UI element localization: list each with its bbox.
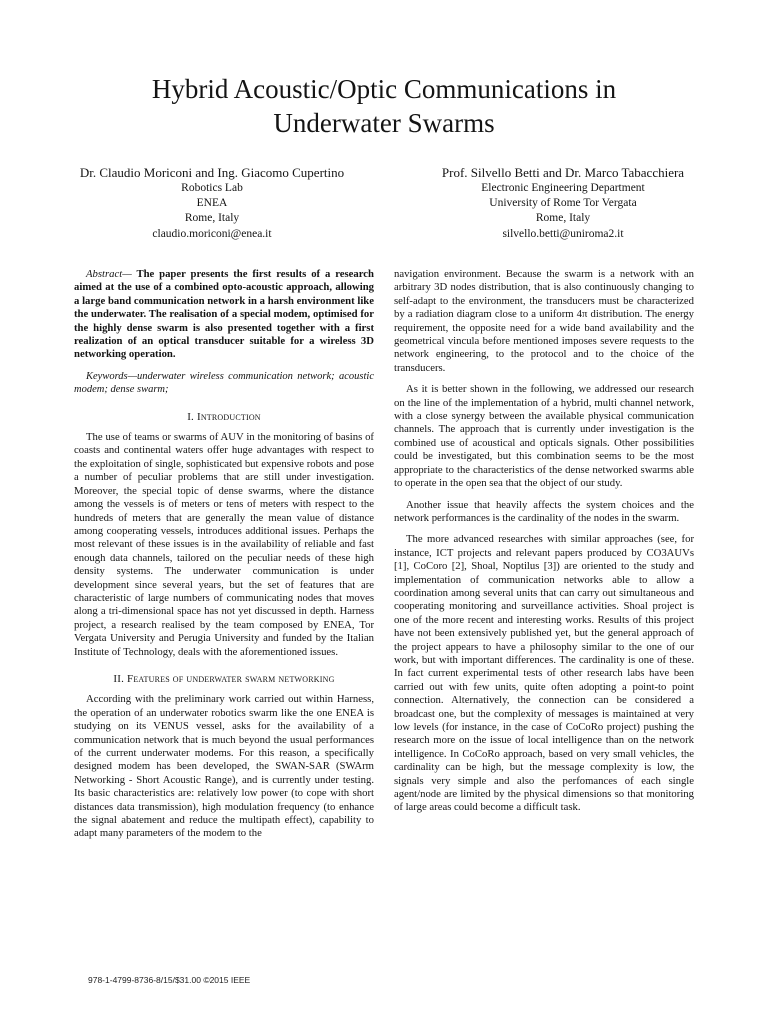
title-line-2: Underwater Swarms: [273, 108, 495, 138]
left-column: [74, 268, 374, 849]
author-organization: University of Rome Tor Vergata: [489, 197, 637, 210]
author-affiliation: Electronic Engineering Department: [481, 182, 645, 194]
author-location: Rome, Italy: [535, 212, 591, 225]
body-paragraph: navigation environment. Because the swarm is a network with an arbitrary 3D nodes distribution, that is also continuously changing to self-adapt to the environment, the transducers must be characterized by a radiation diagram close to a uniform 4π distribution. The energy requirement, the opposite need for a wide band availability and the geometrical vincula before mentioned imposes severe requests to the network engineering, to the protocol and to the choice of the transducers.: [394, 268, 694, 374]
body-paragraph: The use of teams or swarms of AUV in the monitoring of basins of coasts and continental waters offer huge advantages with respect to the exploitation of single, sophisticated but expensive robots and pose a number of peculiar problems that are still under investigation. Moreover, the special topic of dense swarms, where the distance among the vessels is of meters or tens of meters with respect to the hundreds of meters that are generally the mean value of distance among cooperating vessels, introduces additional issues. Perhaps the most relevant of these issues is in the availability of reliable and fast enough data channels, tailored on the peculiar needs of these high density systems. The underwater communication is under development since several years, but the set of features that are characteristic of large numbers of communicating nodes that moves along a tri-dimensional space has not yet discussed in depth. Harness project, a research realised by the team composed by ENEA, Tor Vergata University and Perugia University and funded by the Italian Institute of Technology, deals with the aforementioned issues.: [74, 431, 374, 658]
abstract-text: The paper presents the first results of a research aimed at the use of a combined opto-acoustic approach, allowing a large band communication network in a harsh environment like the underwater. The realisation of a special modem, optimised for the highly dense swarm is also presented together with a first realization of an optical transducer suitable for a wireless 3D networking operation.: [74, 268, 374, 361]
right-column: [394, 268, 694, 823]
author-affiliation: Robotics Lab: [181, 182, 243, 194]
section-heading-introduction: I. Introduction: [187, 410, 261, 423]
body-paragraph: As it is better shown in the following, we addressed our research on the line of the implementation of a hybrid, multi channel network, with a close synergy between the available physical communication channels. The approach that is currently under investigation is the combined use of acoustical and opticals signals. Other possibilities could be investigated, but this combination seems to be the most appropriate to the characteristics of the dense networked swarms able to operate in the open sea that the object of our study.: [394, 383, 694, 490]
abstract-lead: Abstract—: [86, 268, 132, 280]
copyright-footer: 978-1-4799-8736-8/15/$31.00 ©2015 IEEE: [88, 975, 251, 985]
keywords: Keywords—underwater wireless communication network; acoustic modem; dense swarm;: [74, 370, 374, 396]
author-block-right: [393, 164, 733, 242]
paper-title: [60, 72, 708, 140]
title-line-1: Hybrid Acoustic/Optic Communications in: [151, 74, 617, 104]
author-names: Dr. Claudio Moriconi and Ing. Giacomo Cupertino: [79, 165, 345, 180]
author-organization: ENEA: [196, 197, 228, 210]
author-email: silvello.betti@uniroma2.it: [502, 227, 624, 240]
author-names: Prof. Silvello Betti and Dr. Marco Tabacchiera: [441, 165, 685, 180]
abstract: [74, 268, 374, 362]
author-location: Rome, Italy: [184, 212, 240, 225]
body-paragraph: Another issue that heavily affects the system choices and the network performances is the cardinality of the nodes in the swarm.: [394, 498, 694, 524]
body-paragraph: According with the preliminary work carried out within Harness, the operation of an underwater robotics swarm like the one ENEA is studying on its VENUS vessel, asks for the availability of a communication network that is much beyond the usual performances of the current underwater modems. For this reason, a specifically designed modem has been developed, the SWAN-SAR (SWArm Networking - Short Acoustic Range), and is currently under testing. Its basic characteristics are: relatively low power (to cope with short distances data transmission), high modulation frequency (to enhance the signal abatement and reduce the multipath effect), capability to adapt many parameters of the modem to the: [74, 693, 374, 840]
section-heading-features: II. Features of underwater swarm networking: [113, 672, 335, 685]
author-block-left: [42, 164, 382, 242]
body-paragraph: The more advanced researches with similar approaches (see, for instance, ICT projects and relevant papers produced by CO3AUVs [1], CoCoro [2], Shoal, Noptilus [3]) are oriented to the study and implementation of communication networks able to allow a coordination among several units that can carry out simultaneous and cooperating monitoring and surveillance activities. Shoal project is one of the more recent and interesting works. Results of this project have not been extensively published yet, but the general approach of the project appears to have a philosophy similar to the one of our work, but with important differences. The cardinality is one of these. In fact current experimental tests of other research labs have been carried out with few units, quite often adopting a point-to point connection. Alternatively, the connection can be considered a broadcast one, but the complexity of messages is maintained at very low levels (for instance, in the case of CoCoRo project) pushing the research more on the issue of local intelligence than on the network intelligence. In CoCoRo approach, based on very small vehicles, the cardinality can be high, but the message complexity is low, the signals very simple and also the perfomances of each single agent/node are limited by the physical dimensions so that monitoring of large areas could become a difficult task.: [394, 533, 694, 814]
author-email: claudio.moriconi@enea.it: [152, 227, 272, 240]
